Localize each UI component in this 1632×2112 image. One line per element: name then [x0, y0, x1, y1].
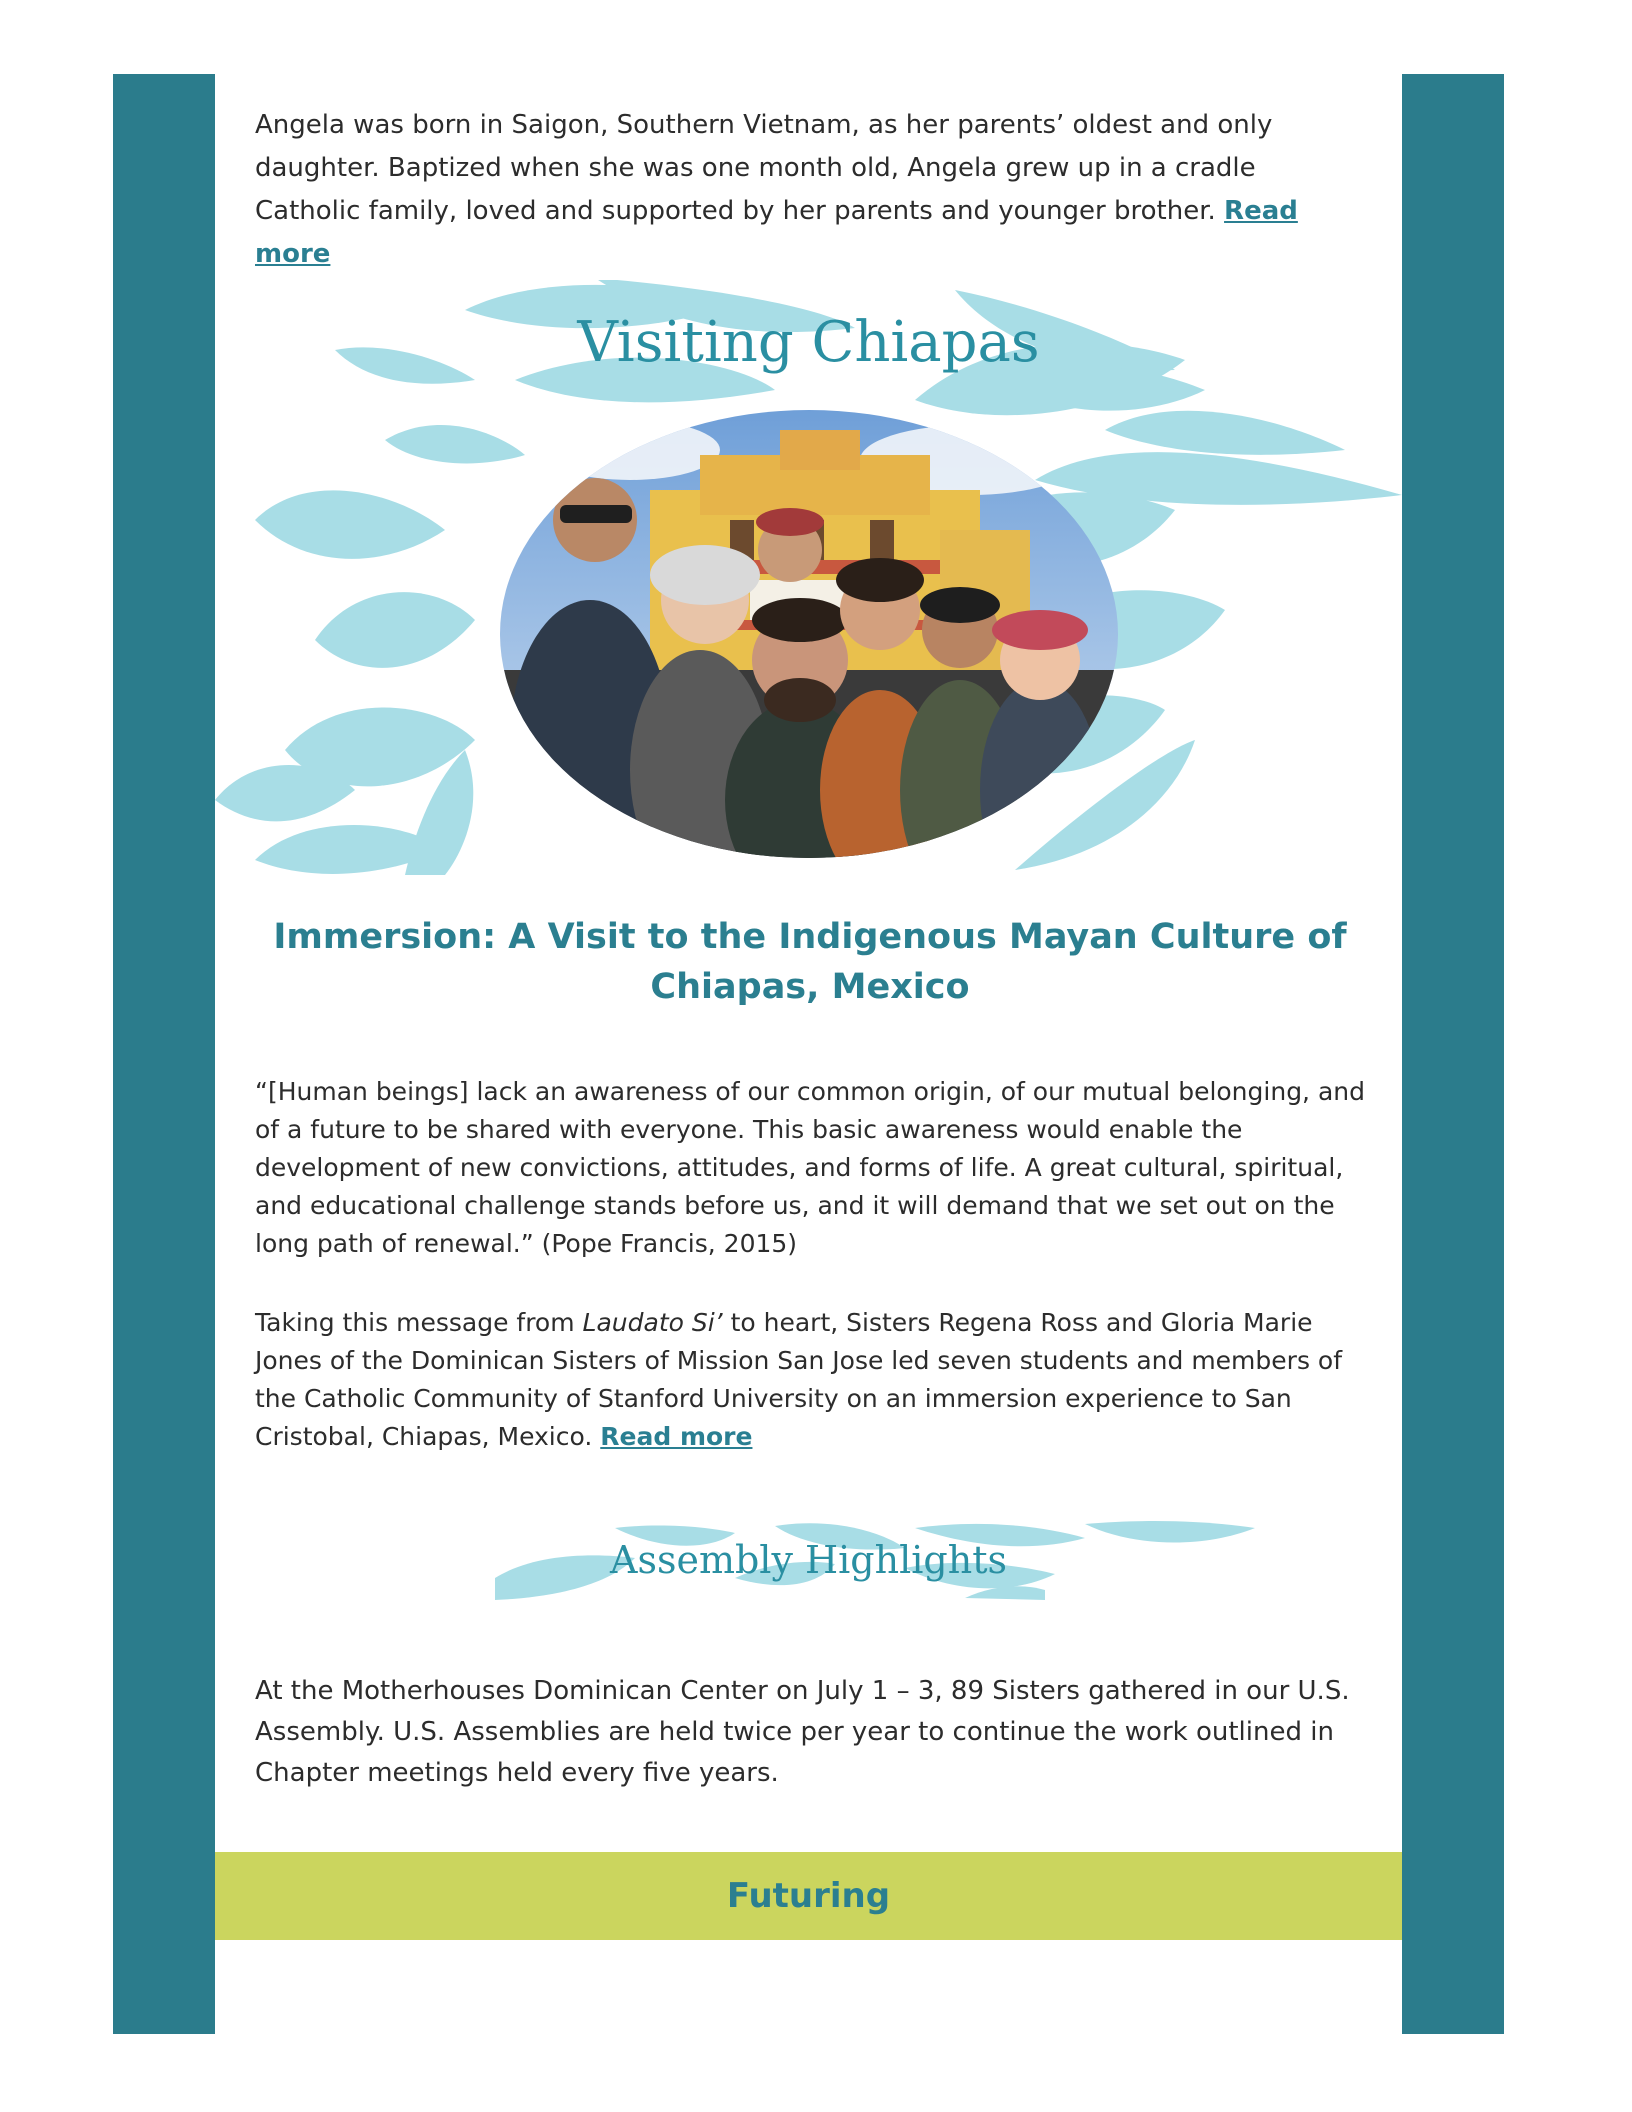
- intro-text: Angela was born in Saigon, Southern Vietnam, as her parents’ oldest and only daughter. Baptized when she was one month old, Angela grew up in a cradle Catholic family, loved and supported by her parents and younger brother.: [255, 110, 1273, 226]
- futuring-header-band: [215, 1852, 1402, 1940]
- article-text-after: to heart, Sisters Regena Ross and Gloria Marie Jones of the Dominican Sisters of Mission San Jose led seven students and members of the Catholic Community of Stanford University on an immersion experience to San Cristobal, Chiapas, Mexico.: [255, 1308, 1343, 1451]
- article-text-before: Taking this message from: [255, 1308, 583, 1337]
- assembly-title: Assembly Highlights: [610, 1538, 1007, 1582]
- visiting-chiapas-hero: [215, 280, 1402, 875]
- left-border-band: [113, 74, 215, 2034]
- article-title: Immersion: A Visit to the Indigenous Mayan Culture of Chiapas, Mexico: [273, 917, 1347, 1007]
- intro-read-more-link[interactable]: Read more: [255, 196, 1298, 269]
- futuring-title: Futuring: [726, 1876, 891, 1916]
- group-photo: [500, 410, 1118, 858]
- right-border-band: [1402, 74, 1504, 2034]
- article-read-more-link[interactable]: Read more: [600, 1422, 753, 1451]
- newsletter-content: [215, 0, 1402, 2112]
- assembly-paragraph: At the Motherhouses Dominican Center on July 1 – 3, 89 Sisters gathered in our U.S. Assembly. U.S. Assemblies are held twice per year to continue the work outlined in Chapter meetings held every five years.: [255, 1676, 1350, 1788]
- assembly-header: [215, 1518, 1402, 1608]
- intro-paragraph: [255, 104, 1345, 276]
- article-quote: “[Human beings] lack an awareness of our common origin, of our mutual belonging, and of a future to be shared with everyone. This basic awareness would enable the development of new convictions, attitudes, and forms of life. A great cultural, spiritual, and educational challenge stands before us, and it will demand that we set out on the long path of renewal.” (Pope Francis, 2015): [255, 1077, 1365, 1258]
- article-text-italic: Laudato Si’: [582, 1308, 723, 1337]
- article-paragraph: [255, 1304, 1365, 1456]
- group-photo-illustration: [500, 410, 1118, 858]
- hero-title: Visiting Chiapas: [577, 310, 1040, 375]
